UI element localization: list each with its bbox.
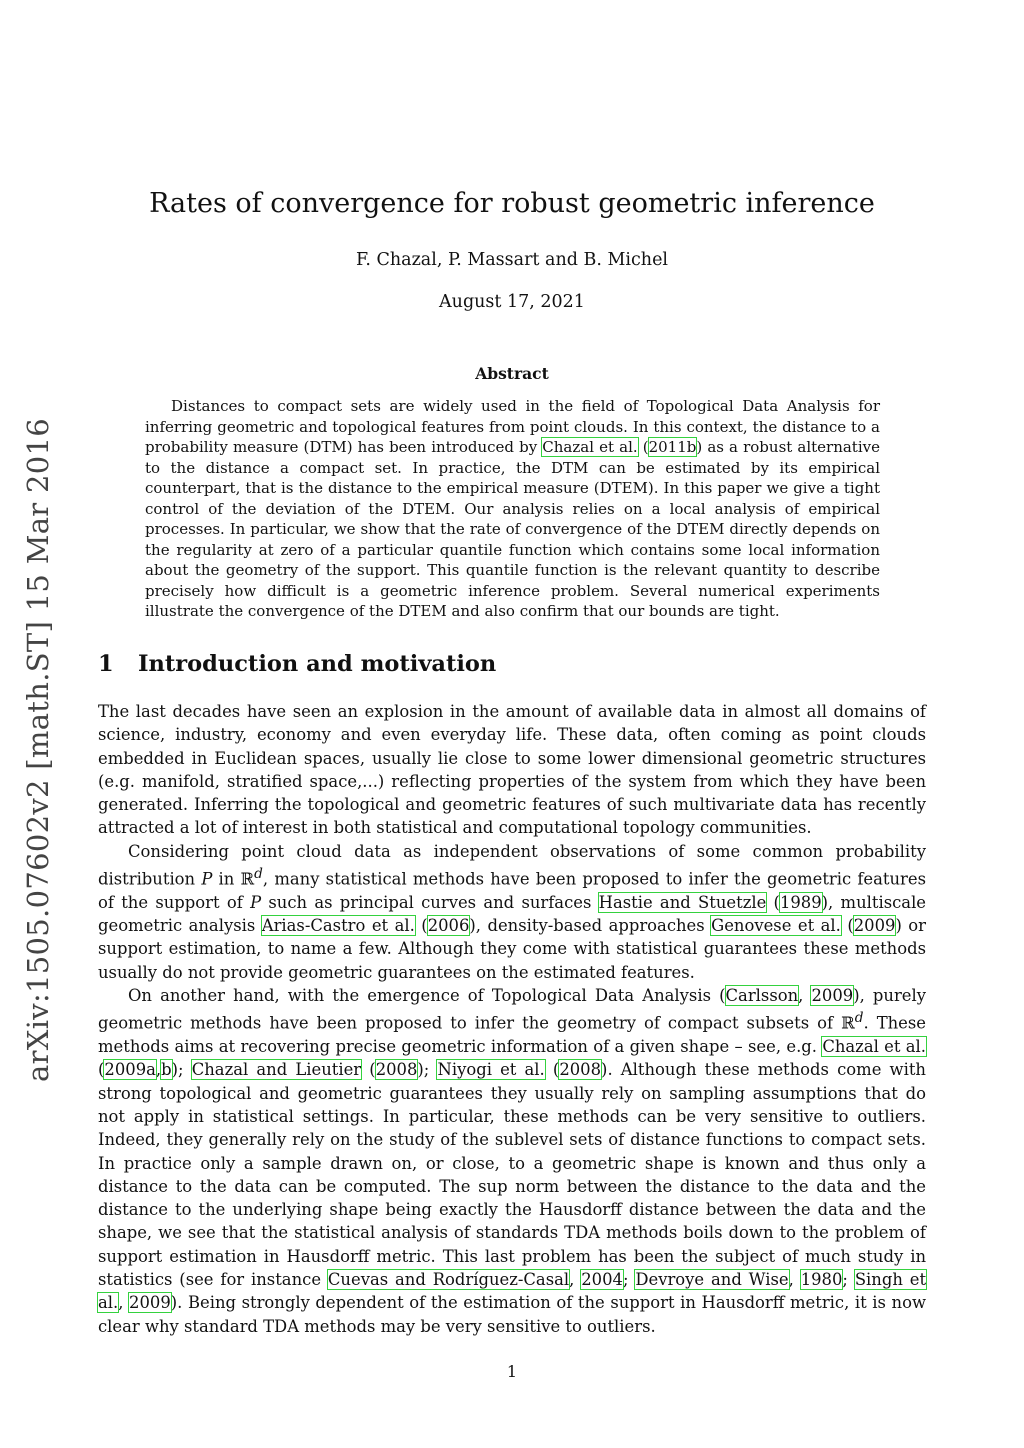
math-reals: ℝ [240, 869, 255, 889]
date: August 17, 2021 [439, 292, 585, 312]
paragraph: On another hand, with the emergence of Topological Data Analysis (Carlsson, 2009), purely geometric methods have been proposed to infer the geometry of compact subsets of ℝ$^d$. These methods aims at recovering precise geometric information of a given shape – see, e.g. Chazal et al. (2009a,b); Chazal and Lieutier (2008); Niyogi et al. (2008). Although these methods come with strong topological and geometric guarantees they usually rely on sampling assumptions that do not apply in statistical settings. In particular, these methods can be very sensitive to outliers. Indeed, they generally rely on the study of the sublevel sets of distance functions to compact sets. In practice only a sample drawn on, or close, to a geometric shape is known and thus only a distance to the data can be computed. The sup norm between the distance to the data and the distance to the underlying shape being exactly the Hausdorff distance between the data and the shape, we see that the statistical analysis of standards TDA methods boils down to the problem of support estimation in Hausdorff metric. This last problem has been the subject of much study in statistics (see for instance Cuevas and Rodríguez-Casal, 2004; Devroye and Wise, 1980; Singh et al., 2009). Being strongly dependent of the estimation of the support in Hausdorff metric, it is now clear why standard TDA methods may be very sensitive to outliers. [98, 986, 927, 1336]
citation-link[interactable]: 2008 [375, 1060, 418, 1080]
citation-link[interactable]: 2009 [129, 1293, 171, 1313]
abstract-body: Distances to compact sets are widely used in the field of Topological Data Analysis for inferring geometric and topological features from point clouds. In this context, the distance to a probability measure (DTM) has been introduced by Chazal et al. (2011b) as a robust alternative to the distance a compact set. In practice, the DTM can be estimated by its empirical counterpart, that is the distance to the empirical measure (DTEM). In this paper we give a tight control of the deviation of the DTEM. Our analysis relies on a local analysis of empirical processes. In particular, we show that the rate of convergence of the DTEM directly depends on the regularity at zero of a particular quantile function which contains some local information about the geometry of the support. This quantile function is the relevant quantity to describe precisely how difficult is a geometric inference problem. Several numerical experiments illustrate the convergence of the DTEM and also confirm that our bounds are tight. [145, 397, 880, 620]
citation-link[interactable]: Chazal and Lieutier [191, 1060, 362, 1080]
citation-link[interactable]: Singh et al. [98, 1270, 927, 1313]
citation-link[interactable]: 1980 [800, 1270, 843, 1290]
math-reals: ℝ [841, 1013, 855, 1033]
citation-link[interactable]: 2008 [559, 1060, 602, 1080]
citation-link[interactable]: Genovese et al. [711, 916, 841, 936]
citation-link[interactable]: 2004 [581, 1270, 623, 1290]
citation-link[interactable]: 2006 [427, 916, 470, 936]
citation-link[interactable]: 1989 [779, 892, 822, 912]
citation-link[interactable]: Chazal et al. [822, 1037, 926, 1057]
citation-link[interactable]: Carlsson [725, 986, 799, 1006]
arxiv-identifier [12, 418, 64, 1082]
math-variable: P [250, 892, 262, 912]
math-superscript: d [854, 1010, 864, 1027]
paper-title: Rates of convergence for robust geometric inference [149, 188, 875, 219]
paragraph: Considering point cloud data as independent observations of some common probability distribution P in ℝ$^d$, many statistical methods have been proposed to infer the geometric features of the support of P such as principal curves and surfaces Hastie and Stuetzle (1989), multiscale geometric analysis Arias-Castro et al. (2006), density-based approaches Genovese et al. (2009) or support estimation, to name a few. Although they come with statistical guarantees these methods usually do not provide geometric guarantees on the estimated features. [98, 841, 927, 982]
citation-link[interactable]: Cuevas and Rodríguez-Casal [327, 1270, 570, 1290]
section-title: Introduction and motivation [138, 651, 497, 677]
citation-link[interactable]: Hastie and Stuetzle [598, 892, 767, 912]
citation-link[interactable]: Chazal et al. [542, 438, 638, 456]
citation-link[interactable]: 2009 [811, 986, 854, 1006]
citation-link[interactable]: Devroye and Wise [635, 1270, 789, 1290]
authors: F. Chazal, P. Massart and B. Michel [355, 250, 669, 270]
math-variable: P [201, 869, 213, 889]
citation-link[interactable]: 2009a [104, 1060, 156, 1080]
page-number: 1 [506, 1362, 518, 1381]
citation-link[interactable]: Niyogi et al. [437, 1060, 545, 1080]
paragraph: The last decades have seen an explosion in the amount of available data in almost all domains of science, industry, economy and even everyday life. These data, often coming as point clouds embedded in Euclidean spaces, usually lie close to some lower dimensional geometric structures (e.g. manifold, stratified space,...) reflecting properties of the system from which they have been generated. Inferring the topological and geometric features of such multivariate data has recently attracted a lot of interest in both statistical and computational topology communities. [98, 702, 926, 838]
section-body [98, 700, 926, 1338]
citation-link[interactable]: 2011b [648, 438, 697, 456]
math-superscript: d [254, 866, 263, 883]
abstract-heading: Abstract [475, 364, 549, 383]
citation-link[interactable]: 2009 [853, 916, 896, 936]
arxiv-identifier-text: arXiv:1505.07602v2 [math.ST] 15 Mar 2016 [21, 418, 55, 1082]
section-number: 1 [98, 651, 114, 677]
citation-link[interactable]: Arias-Castro et al. [261, 916, 415, 936]
section-heading [98, 651, 496, 677]
citation-link[interactable]: b [161, 1060, 172, 1080]
